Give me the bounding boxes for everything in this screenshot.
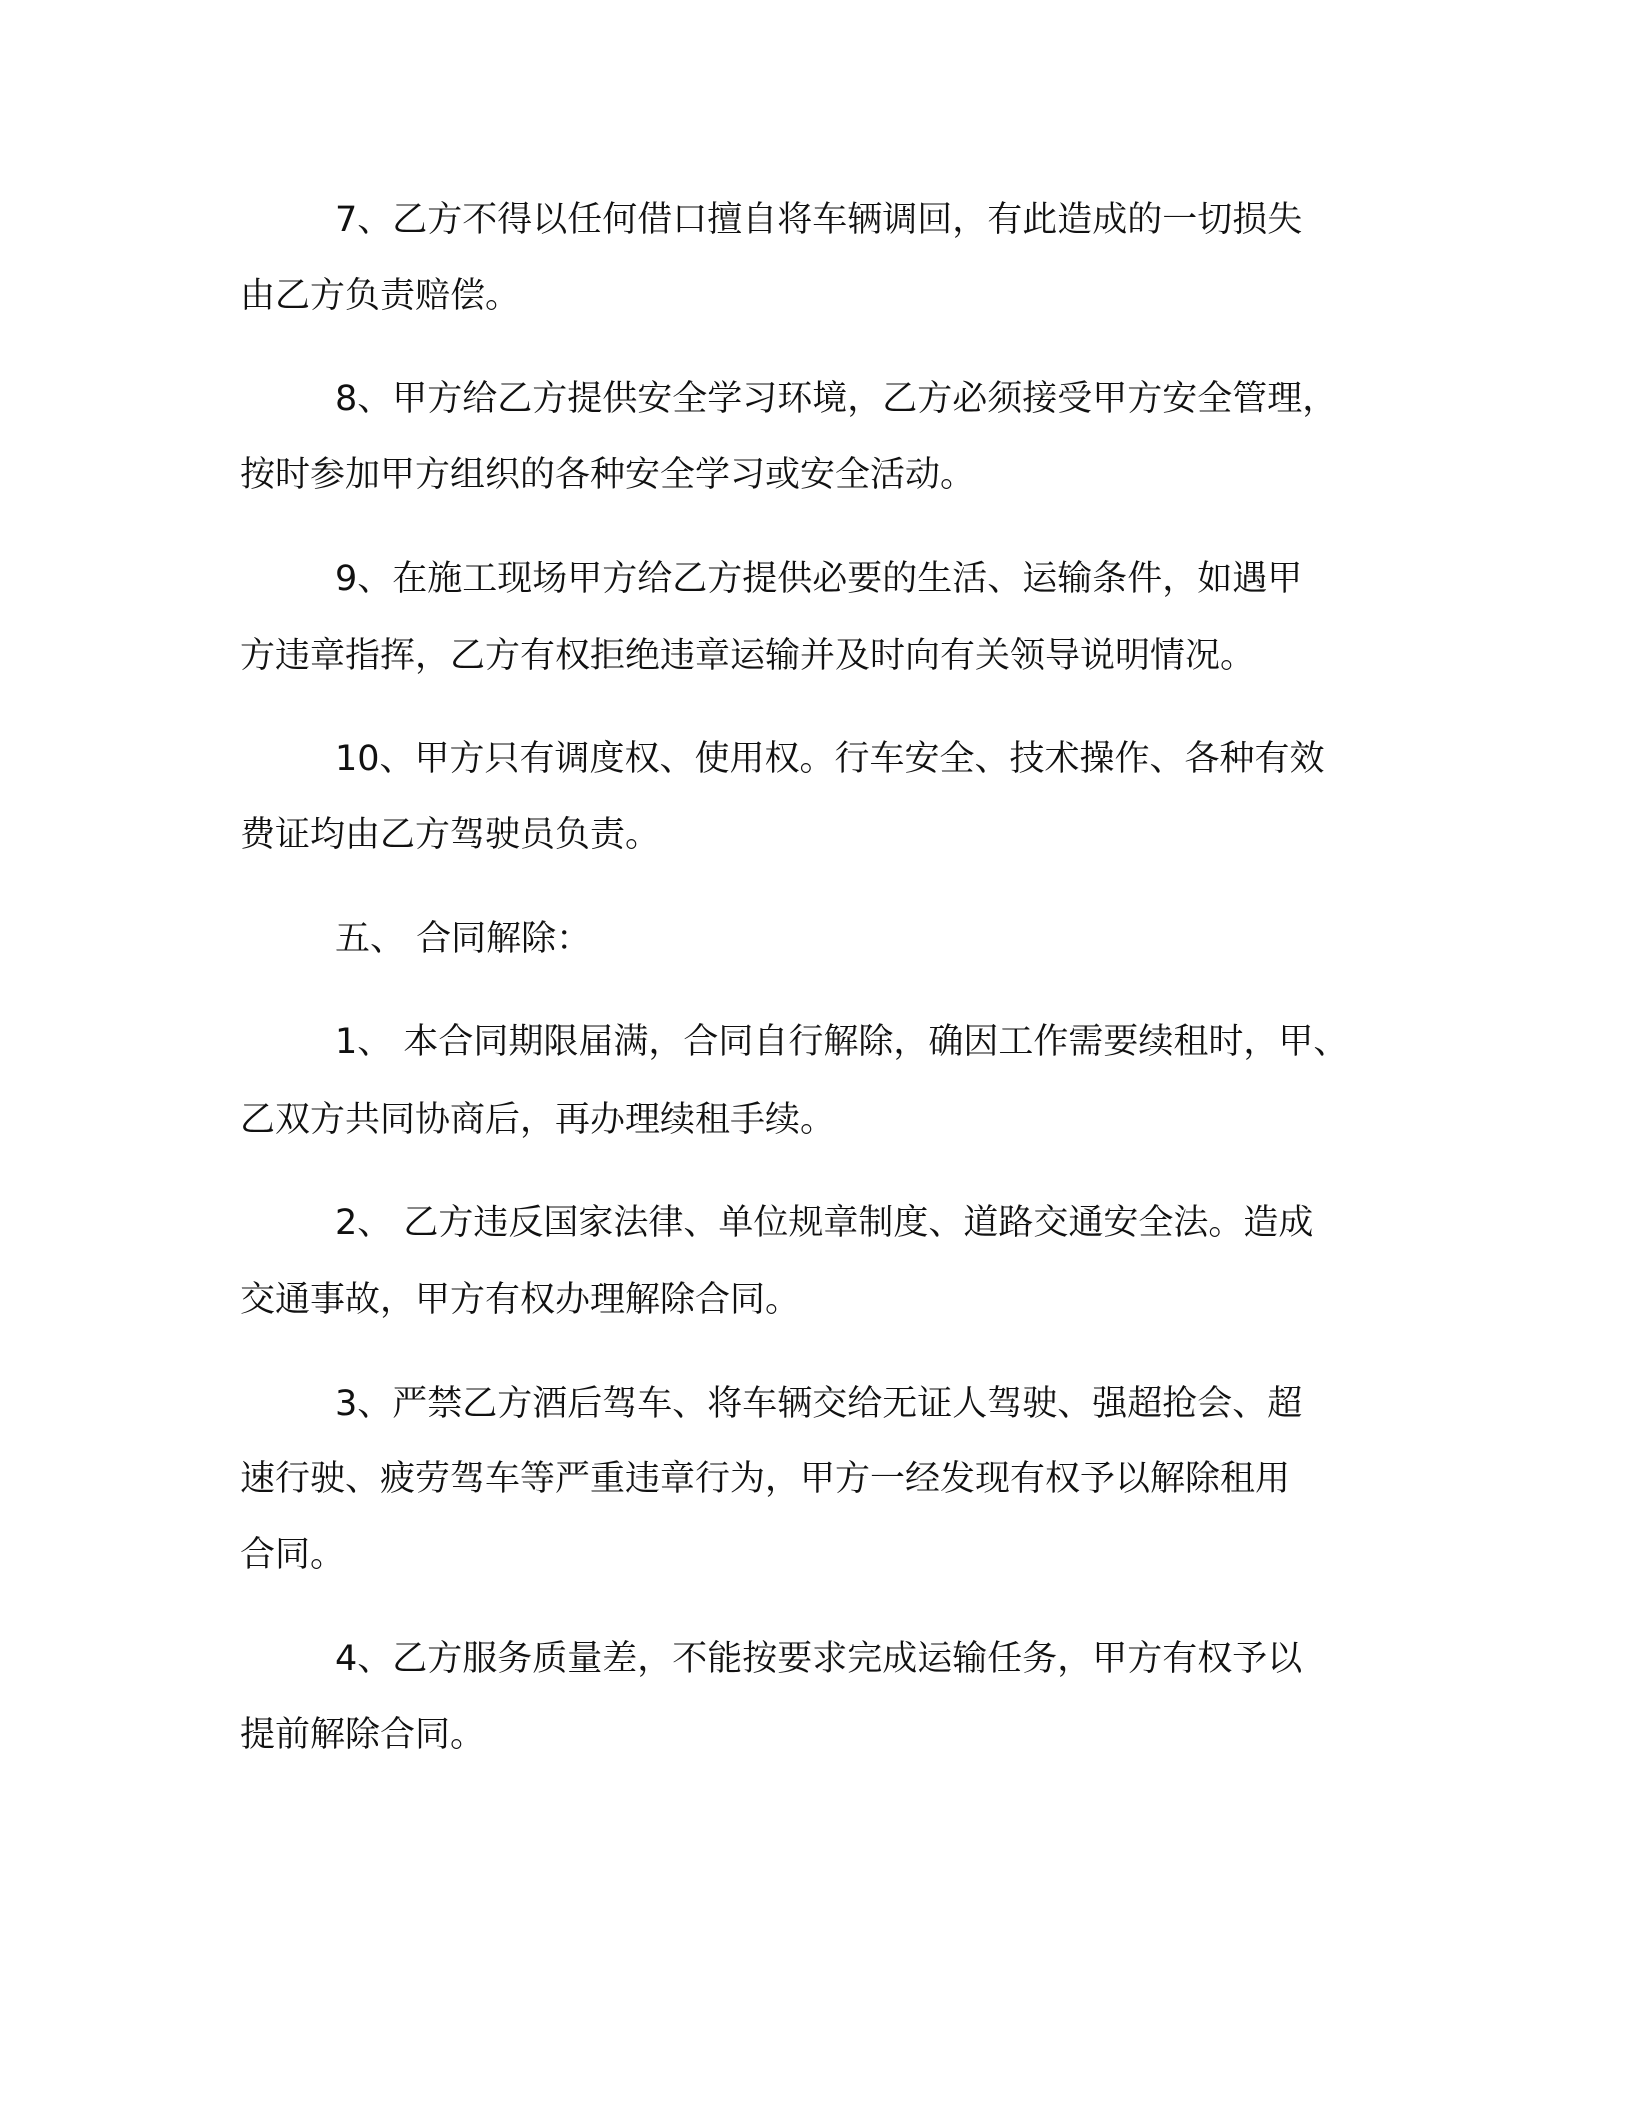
- clause-7-line-1: 7、乙方不得以任何借口擅自将车辆调回，有此造成的一切损失: [335, 200, 1303, 240]
- clause-9-line-2: 方违章指挥，乙方有权拒绝违章运输并及时向有关领导说明情况。: [240, 636, 1256, 676]
- clause-9-line-1: 9、在施工现场甲方给乙方提供必要的生活、运输条件，如遇甲: [335, 559, 1303, 599]
- clause-10-line-2: 费证均由乙方驾驶员负责。: [240, 815, 661, 855]
- clause-8-line-1: 8、甲方给乙方提供安全学习环境，乙方必须接受甲方安全管理，: [335, 379, 1338, 419]
- termination-2-line-2: 交通事故，甲方有权办理解除合同。: [240, 1280, 801, 1320]
- termination-3-line-3: 合同。: [240, 1535, 346, 1575]
- termination-3-line-1: 3、严禁乙方酒后驾车、将车辆交给无证人驾驶、强超抢会、超: [335, 1384, 1303, 1424]
- termination-2-line-1: 2、 乙方违反国家法律、单位规章制度、道路交通安全法。造成: [335, 1203, 1314, 1243]
- clause-7-line-2: 由乙方负责赔偿。: [240, 276, 521, 316]
- clause-10-line-1: 10、甲方只有调度权、使用权。行车安全、技术操作、各种有效: [335, 739, 1325, 779]
- section-heading: 五、 合同解除：: [335, 919, 592, 959]
- termination-1-line-2: 乙双方共同协商后，再办理续租手续。: [240, 1100, 836, 1140]
- termination-1-line-1: 1、 本合同期限届满，合同自行解除，确因工作需要续租时，甲、: [335, 1022, 1349, 1062]
- clause-8-line-2: 按时参加甲方组织的各种安全学习或安全活动。: [240, 455, 976, 495]
- termination-4-line-2: 提前解除合同。: [240, 1715, 486, 1755]
- termination-4-line-1: 4、乙方服务质量差，不能按要求完成运输任务，甲方有权予以: [335, 1639, 1303, 1679]
- termination-3-line-2: 速行驶、疲劳驾车等严重违章行为，甲方一经发现有权予以解除租用: [240, 1459, 1291, 1499]
